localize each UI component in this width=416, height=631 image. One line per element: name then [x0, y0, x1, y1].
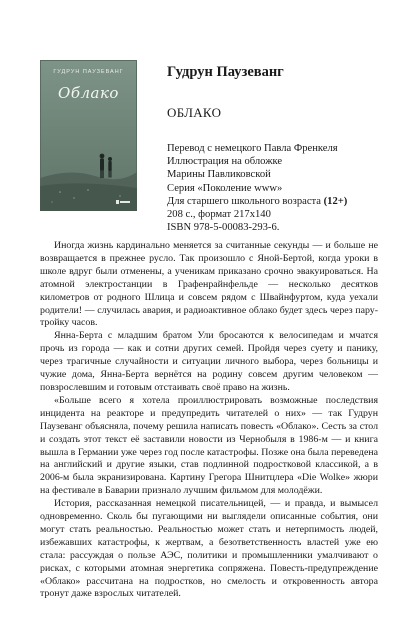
- cover-title: Облако: [58, 84, 119, 102]
- book-info: [167, 64, 397, 234]
- illustrator-line: Марины Павликовской: [167, 169, 271, 181]
- series-line: Серия «Поколение www»: [167, 182, 283, 194]
- isbn-line: ISBN 978-5-00083-293-6.: [167, 222, 280, 234]
- paragraph: Янна-Берта с младшим братом Ули бросаются к велосипедам и мчатся прочь из города — как и сотни других семей. Пройдя через суету и панику, через трагичные случайности и ситуации личного выбора, через больницы и чужие дома, Янна-Берта вернётся на родину совсем другим человеком — повзрослевшим и готовым отстаивать своё право на жизнь.: [40, 330, 378, 393]
- author-name: Гудрун Паузеванг: [167, 64, 284, 80]
- cover-illustration: [40, 60, 137, 211]
- annotation-text: [40, 240, 378, 601]
- book-cover: [40, 60, 137, 211]
- age-prefix: Для старшего школьного возраста: [167, 195, 324, 207]
- age-line: [167, 195, 397, 208]
- book-title: ОБЛАКО: [167, 105, 222, 120]
- age-rating-badge: (12+): [323, 195, 348, 207]
- cover-author: ГУДРУН ПАУЗЕВАНГ: [53, 69, 124, 75]
- figures-silhouette-icon: [100, 154, 112, 178]
- paragraph: Иногда жизнь кардинально меняется за считанные секунды — и больше не возвращается в прежнее русло. Так произошло с Яной-Бертой, когда уроки в школе вдруг были отменены, а ученикам приказано срочно эвакуироваться. На атомной электростанции в Графенрайнфельде — несколько десятков километров от родного Шлица и совсем рядом с Швайнфуртом, куда уехали родители! — случилась авария, и радиоактивное облако будет здесь через пару-тройку часов.: [40, 240, 378, 329]
- pages-format-line: 208 с., формат 217x140: [167, 209, 271, 221]
- paragraph: История, рассказанная немецкой писательницей, — и правда, и вымысел одновременно. Сколь бы пугающими ни выглядели описанные события, они могут стать реальностью. Реальностью может стать и нетерпимость людей, избежавших катастрофы, к жертвам, а безответственность властей уже ею стала: рассуждая о пользе АЭС, политики и промышленники умалчивают о рисках, с которыми атомная энергетика сопряжена. Повесть-предупреждение «Облако» рассчитана на подростков, но смелость и откровенность автора тронут даже взрослых читателей.: [40, 498, 378, 600]
- illustration-line: Иллюстрация на обложке: [167, 156, 283, 168]
- translation-line: Перевод с немецкого Павла Френкеля: [167, 143, 338, 154]
- paragraph: «Больше всего я хотела проиллюстрировать возможные последствия инцидента на реакторе и предупредить читателей о них» — так Гудрун Паузеванг объясняла, почему решила написать повесть «Облако». Сесть за стол и создать этот текст её заставили новости из Чернобыля в 1986-м — и книга вышла в Германии уже через год после катастрофы. Позже она была переведена на английский и другие языки, став подлинной подростковой классикой, а в 2006-м была экранизирована. Картину Грегора Шнитцлера «Die Wolke» жюри на фестивале в Баварии признало лучшим фильмом для молодёжи.: [40, 394, 378, 497]
